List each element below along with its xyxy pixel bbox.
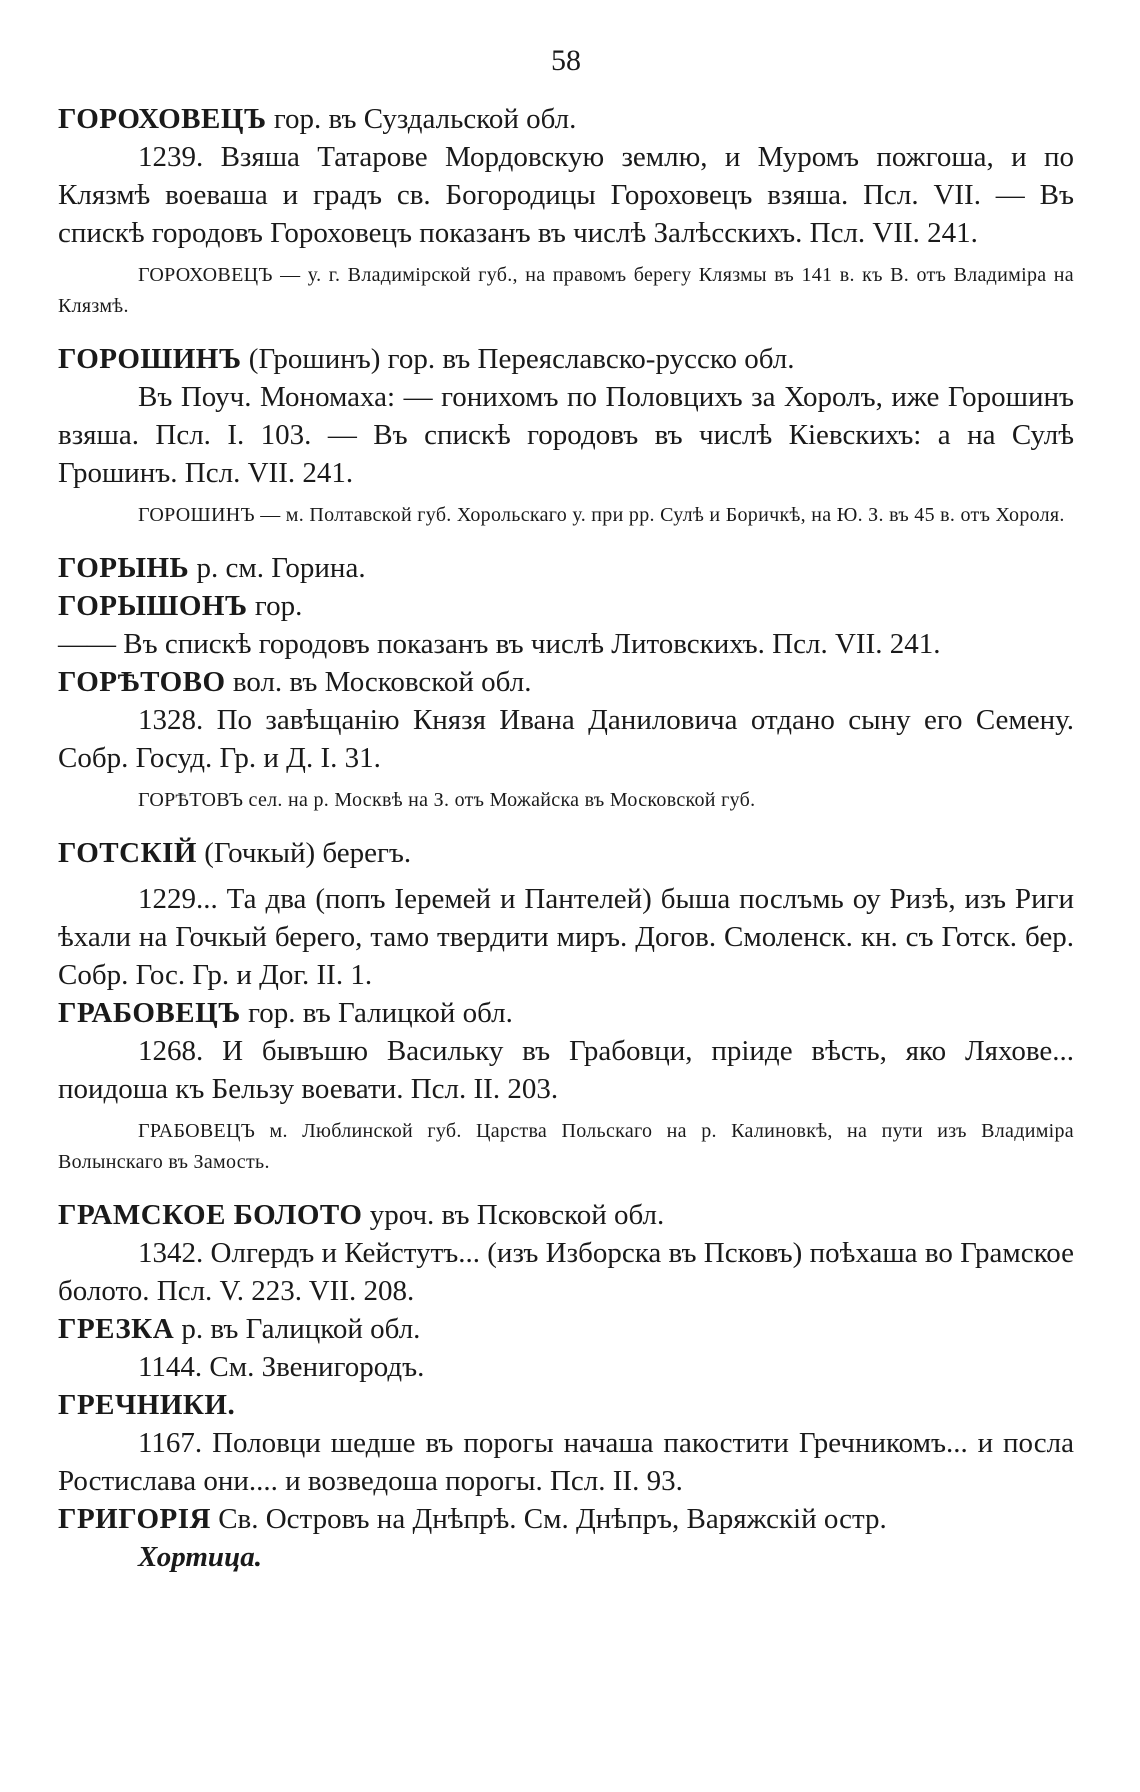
headword: ГОРЫНЬ bbox=[58, 552, 190, 584]
entry-heading bbox=[58, 994, 1074, 1032]
entry-heading bbox=[58, 1386, 1074, 1424]
entry-grechniki bbox=[58, 1386, 1074, 1500]
entry-description: вол. въ Московской обл. bbox=[225, 666, 532, 698]
entry-heading bbox=[58, 100, 1074, 138]
entry-description: (Грошинъ) гор. въ Переяславско-русско обл. bbox=[241, 343, 795, 375]
entry-description: р. въ Галицкой обл. bbox=[174, 1313, 421, 1345]
entry-text: 1144. См. Звенигородъ. bbox=[138, 1351, 425, 1383]
entry-note: ГОРѢТОВЪ сел. на р. Москвѣ на З. отъ Можайска въ Московской губ. bbox=[138, 789, 756, 811]
headword: ГРАМСКОЕ БОЛОТО bbox=[58, 1199, 363, 1231]
entry-heading bbox=[58, 834, 1074, 872]
entry-heading bbox=[58, 1196, 1074, 1234]
entry-text: 1268. И бывъшю Васильку въ Грабовци, пріиде вѣсть, яко Ляхове... поидоша къ Бельзу воевати. Псл. II. 203. bbox=[58, 1035, 1074, 1105]
entry-description: гор. въ Галицкой обл. bbox=[240, 997, 513, 1029]
entry-goretovo bbox=[58, 663, 1074, 816]
entry-text: 1229... Та два (попъ Іеремей и Пантелей) быша послъмь оу Ризѣ, изъ Риги ѣхали на Гочкый берего, тамо твердити миръ. Догов. Смоленск. кн. съ Готск. бер. Собр. Гос. Гр. и Дог. II. 1. bbox=[58, 883, 1074, 991]
headword: ГРЕЗКА bbox=[58, 1313, 175, 1345]
entry-heading bbox=[58, 663, 1074, 701]
entry-description: р. см. Горина. bbox=[189, 552, 366, 584]
headword: ГРИГОРІЯ bbox=[58, 1503, 211, 1535]
entry-description: гор. въ Суздальской обл. bbox=[266, 103, 577, 135]
entry-heading bbox=[58, 549, 1074, 587]
entry-grabovets bbox=[58, 994, 1074, 1178]
headword: ГОРОШИНЪ bbox=[58, 343, 242, 375]
entry-gotskiy bbox=[58, 834, 1074, 994]
entry-grigoriya bbox=[58, 1500, 1074, 1576]
entry-note: ГОРОШИНЪ — м. Полтавской губ. Хорольскаго у. при рр. Сулѣ и Боричкѣ, на Ю. З. въ 45 в. отъ Хороля. bbox=[138, 504, 1065, 526]
entry-text: —— Въ спискѣ городовъ показанъ въ числѣ Литовскихъ. Псл. VII. 241. bbox=[58, 628, 941, 660]
entry-text: 1167. Половци шедше въ порогы начаша пакостити Гречникомъ... и посла Ростислава они.... и возведоша порогы. Псл. II. 93. bbox=[58, 1427, 1074, 1497]
entry-heading bbox=[58, 1500, 1074, 1538]
entry-description: Св. Островъ на Днѣпрѣ. См. Днѣпръ, Варяжскій остр. bbox=[210, 1503, 887, 1535]
entry-text: Въ Поуч. Мономаха: — гонихомъ по Половцихъ за Хоролъ, иже Горошинъ взяша. Псл. I. 103. — Въ спискѣ городовъ въ числѣ Кіевскихъ: а на Сулѣ Грошинъ. Псл. VII. 241. bbox=[58, 381, 1074, 489]
entry-description: гор. bbox=[247, 590, 303, 622]
entry-text: 1239. Взяша Татарове Мордовскую землю, и Муромъ пожгоша, и по Клязмѣ воеваша и градъ св. Богородицы Гороховецъ взяша. Псл. VII. — Въ спискѣ городовъ Гороховецъ показанъ въ числѣ Залѣсскихъ. Псл. VII. 241. bbox=[58, 141, 1074, 249]
entry-heading bbox=[58, 340, 1074, 378]
entry-goroshin bbox=[58, 340, 1074, 531]
entry-note: ГРАБОВЕЦЪ м. Люблинской губ. Царства Польскаго на р. Калиновкѣ, на пути изъ Владиміра Волынскаго въ Замость. bbox=[58, 1120, 1074, 1173]
page-number: 58 bbox=[551, 44, 581, 77]
entry-goryn bbox=[58, 549, 1074, 587]
headword: ГОРЫШОНЪ bbox=[58, 590, 248, 622]
entry-description: уроч. въ Псковской обл. bbox=[362, 1199, 665, 1231]
headword: ГОТСКІЙ bbox=[58, 837, 197, 869]
headword: ГОРОХОВЕЦЪ bbox=[58, 103, 267, 135]
entry-heading bbox=[58, 587, 1074, 625]
headword: ГОРѢТОВО bbox=[58, 666, 226, 698]
entry-heading bbox=[58, 1310, 1074, 1348]
entry-text: 1342. Олгердъ и Кейстутъ... (изъ Изборска въ Псковъ) поѣхаша во Грамское болото. Псл. V. 223. VII. 208. bbox=[58, 1237, 1074, 1307]
entry-grezka bbox=[58, 1310, 1074, 1386]
headword: ГРАБОВЕЦЪ bbox=[58, 997, 241, 1029]
entry-gramskoe-boloto bbox=[58, 1196, 1074, 1310]
entry-text: 1328. По завѣщанію Князя Ивана Даниловича отдано сыну его Семену. Собр. Госуд. Гр. и Д. I. 31. bbox=[58, 704, 1074, 774]
headword: ГРЕЧНИКИ. bbox=[58, 1389, 236, 1421]
entry-goryshon bbox=[58, 587, 1074, 663]
entry-gorokhovets bbox=[58, 100, 1074, 322]
entry-italic-text: Хортица. bbox=[138, 1541, 262, 1573]
entry-description: (Гочкый) берегъ. bbox=[196, 837, 412, 869]
entry-note: ГОРОХОВЕЦЪ — у. г. Владимірской губ., на правомъ берегу Клязмы въ 141 в. къ В. отъ Владиміра на Клязмѣ. bbox=[58, 264, 1074, 317]
entry-text bbox=[58, 1538, 1074, 1576]
